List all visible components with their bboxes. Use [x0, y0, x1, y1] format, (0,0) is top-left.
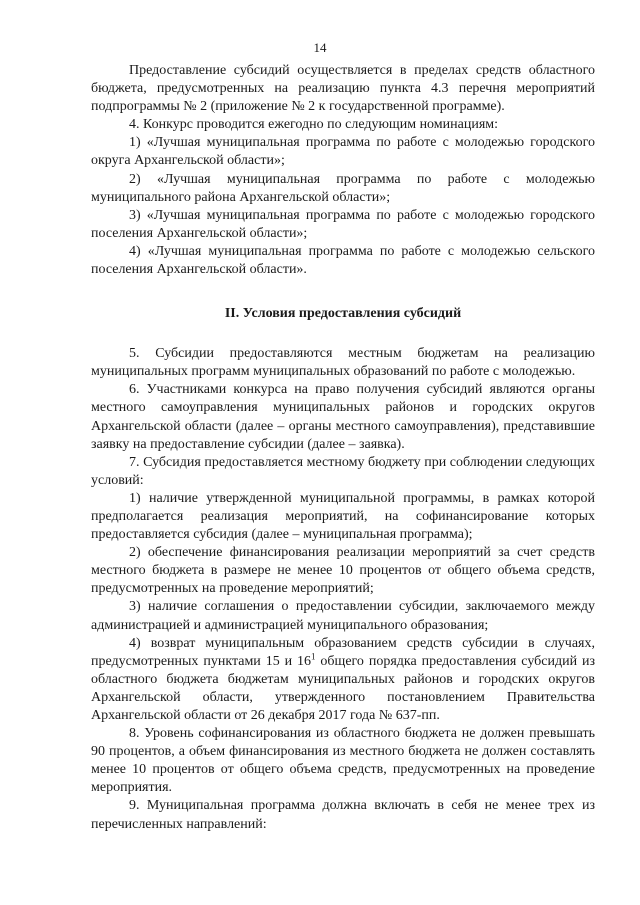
paragraph-contest-nominations: 4. Конкурс проводится ежегодно по следующим номинациям: [129, 117, 499, 133]
nomination-item-2: 2) «Лучшая муниципальная программа по работе с молодежью муниципального района Архангельской области»; [91, 171, 595, 205]
nomination-item-4: 4) «Лучшая муниципальная программа по работе с молодежью сельского поселения Архангельской области». [91, 243, 595, 278]
condition-item-1: 1) наличие утвержденной муниципальной программы, в рамках которой предполагается реализация мероприятий, на софинансирование которых предоставляется субсидия (далее – муниципальная программа); [91, 490, 595, 543]
condition-item-4 [91, 635, 595, 725]
paragraph-9: 9. Муниципальная программа должна включать в себя не менее трех из перечисленных направлений: [91, 798, 595, 832]
condition-item-4-text-start: 4) возврат муниципальным образованием средств субсидии в случаях, предусмотренных пунктами 15 и 16 [91, 635, 595, 669]
superscript-marker: 1 [311, 651, 316, 662]
section-heading: II. Условия предоставления субсидий [224, 306, 462, 322]
paragraph-6: 6. Участниками конкурса на право получения субсидий являются органы местного самоуправления муниципальных районов и городских округов Архангельской области (далее – органы местного самоуправления), представившие заявку на предоставление субсидии (далее – заявка). [91, 382, 595, 452]
nomination-item-1: 1) «Лучшая муниципальная программа по работе с молодежью городского округа Архангельской области»; [91, 135, 595, 169]
paragraph-7: 7. Субсидия предоставляется местному бюджету при соблюдении следующих условий: [91, 454, 595, 488]
condition-item-2: 2) обеспечение финансирования реализации мероприятий за счет средств местного бюджета в размере не менее 10 процентов от общего объема средств, предусмотренных на проведение мероприятий; [91, 545, 595, 597]
paragraph-8: 8. Уровень софинансирования из областного бюджета не должен превышать 90 процентов, а объем финансирования из местного бюджета не должен составлять менее 10 процентов от общего объема средств, предусмотренных на проведение мероприятия. [91, 726, 595, 796]
paragraph-5: 5. Субсидии предоставляются местным бюджетам на реализацию муниципальных программ муниципальных образований по работе с молодежью. [91, 346, 595, 380]
condition-item-3: 3) наличие соглашения о предоставлении субсидии, заключаемого между администрацией и администрацией муниципального образования; [91, 599, 595, 633]
condition-item-4-text-end: общего порядка предоставления субсидий из областного бюджета бюджетам муниципальных районов и городских округов Архангельской области, утвержденного постановлением Правительства Архангельской области от 26 декабря 2017 года № 637-пп. [91, 653, 595, 723]
page-number: 14 [313, 40, 327, 55]
paragraph-subsidy-provision: Предоставление субсидий осуществляется в пределах средств областного бюджета, предусмотренных на реализацию пункта 4.3 перечня мероприятий подпрограммы № 2 (приложение № 2 к государственной программе). [91, 63, 595, 115]
nomination-item-3: 3) «Лучшая муниципальная программа по работе с молодежью городского поселения Архангельской области»; [91, 207, 595, 241]
document-body [91, 62, 595, 834]
